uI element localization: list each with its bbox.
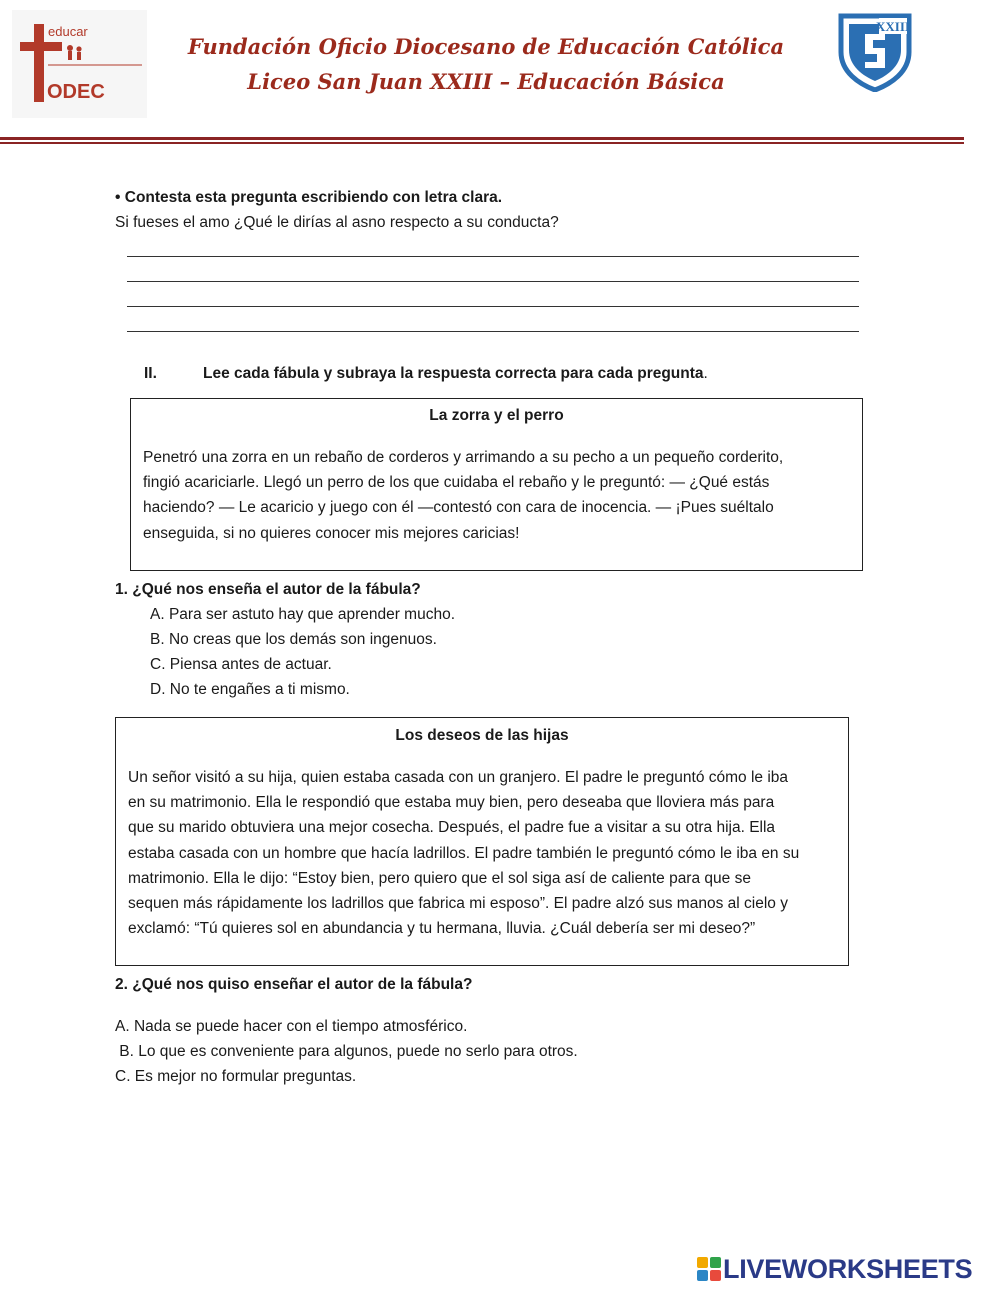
fable-title: La zorra y el perro bbox=[429, 407, 564, 424]
section-number: II. bbox=[144, 365, 157, 382]
section-instruction bbox=[203, 364, 708, 384]
fable-line: enseguida, si no quieres conocer mis mejores caricias! bbox=[143, 524, 520, 542]
option-a[interactable]: A. Nada se puede hacer con el tiempo atmosférico. bbox=[115, 1018, 468, 1035]
header-divider bbox=[0, 137, 964, 140]
fable-line: en su matrimonio. Ella le respondió que estaba muy bien, pero deseaba que lloviera más para bbox=[128, 794, 775, 812]
option-b[interactable]: B. Lo que es conveniente para algunos, puede no serlo para otros. bbox=[115, 1043, 578, 1060]
fable-line: Penetró una zorra en un rebaño de corderos y arrimando a su pecho a un pequeño corderito, bbox=[143, 449, 784, 466]
answer-line-3[interactable] bbox=[127, 306, 859, 307]
odec-cross-icon bbox=[12, 10, 147, 118]
header-divider-thin bbox=[0, 142, 964, 144]
bullet: • bbox=[115, 189, 121, 206]
institution-title: Fundación Oficio Diocesano de Educación Católica bbox=[187, 34, 785, 59]
liveworksheets-brand: LIVEWORKSHEETS bbox=[723, 1254, 973, 1284]
shield-label: XXIII bbox=[876, 19, 910, 34]
answer-line-1[interactable] bbox=[127, 256, 859, 257]
fable-line: que su marido obtuviera una mejor cosecha. Después, el padre fue a visitar a su otra hija. Ella bbox=[128, 819, 776, 837]
option-a[interactable]: A. Para ser astuto hay que aprender mucho. bbox=[150, 606, 456, 623]
school-title: Liceo San Juan XXIII – Educación Básica bbox=[247, 69, 725, 94]
logo-odec-text: ODEC bbox=[47, 81, 105, 103]
answer-line-4[interactable] bbox=[127, 331, 859, 332]
instruction-text: Contesta esta pregunta escribiendo con letra clara. bbox=[124, 189, 503, 206]
fable-line: fingió acariciarle. Llegó un perro de los que cuidaba el rebaño y le preguntó: — ¿Qué estás bbox=[143, 474, 770, 492]
section-instruction-text: Lee cada fábula y subraya la respuesta correcta para cada pregunta bbox=[203, 365, 704, 382]
option-d[interactable]: D. No te engañes a ti mismo. bbox=[150, 681, 350, 698]
fable-text bbox=[143, 445, 783, 546]
logo-educar-text: educar bbox=[48, 24, 88, 39]
fable-text bbox=[128, 765, 799, 941]
liveworksheets-icon bbox=[697, 1257, 721, 1281]
page-header bbox=[0, 0, 1000, 150]
fable-line: estaba casada con un hombre que hacía ladrillos. El padre también le preguntó cómo le iba en su bbox=[128, 844, 800, 862]
fable-line: haciendo? — Le acaricio y juego con él —contestó con cara de inocencia. — ¡Pues suéltalo bbox=[143, 499, 774, 517]
open-question-instruction bbox=[115, 188, 502, 208]
option-c[interactable]: C. Piensa antes de actuar. bbox=[150, 656, 332, 673]
fable-box-1 bbox=[130, 398, 863, 571]
section-instruction-period: . bbox=[703, 365, 708, 382]
question-2: 2. ¿Qué nos quiso enseñar el autor de la fábula? bbox=[115, 976, 473, 993]
answer-line-2[interactable] bbox=[127, 281, 859, 282]
question-1: 1. ¿Qué nos enseña el autor de la fábula? bbox=[115, 581, 421, 598]
fable-box-2 bbox=[115, 717, 849, 966]
odec-logo bbox=[12, 10, 147, 118]
option-b[interactable]: B. No creas que los demás son ingenuos. bbox=[150, 631, 437, 648]
fable-line: sequen más rápidamente los ladrillos que fabrica mi esposo”. El padre alzó sus manos al cielo y bbox=[128, 895, 788, 913]
fable-line: Un señor visitó a su hija, quien estaba casada con un granjero. El padre le preguntó cómo le iba bbox=[128, 769, 789, 786]
option-c[interactable]: C. Es mejor no formular preguntas. bbox=[115, 1068, 357, 1085]
fable-line: matrimonio. Ella le dijo: “Estoy bien, pero quiero que el sol siga así de caliente para que se bbox=[128, 869, 751, 887]
fable-line: exclamó: “Tú quieres sol en abundancia y tu hermana, lluvia. ¿Cuál debería ser mi deseo?” bbox=[128, 920, 756, 938]
fable-title: Los deseos de las hijas bbox=[395, 727, 569, 744]
school-shield-icon bbox=[835, 12, 915, 92]
open-question-text: Si fueses el amo ¿Qué le dirías al asno respecto a su conducta? bbox=[115, 214, 559, 231]
